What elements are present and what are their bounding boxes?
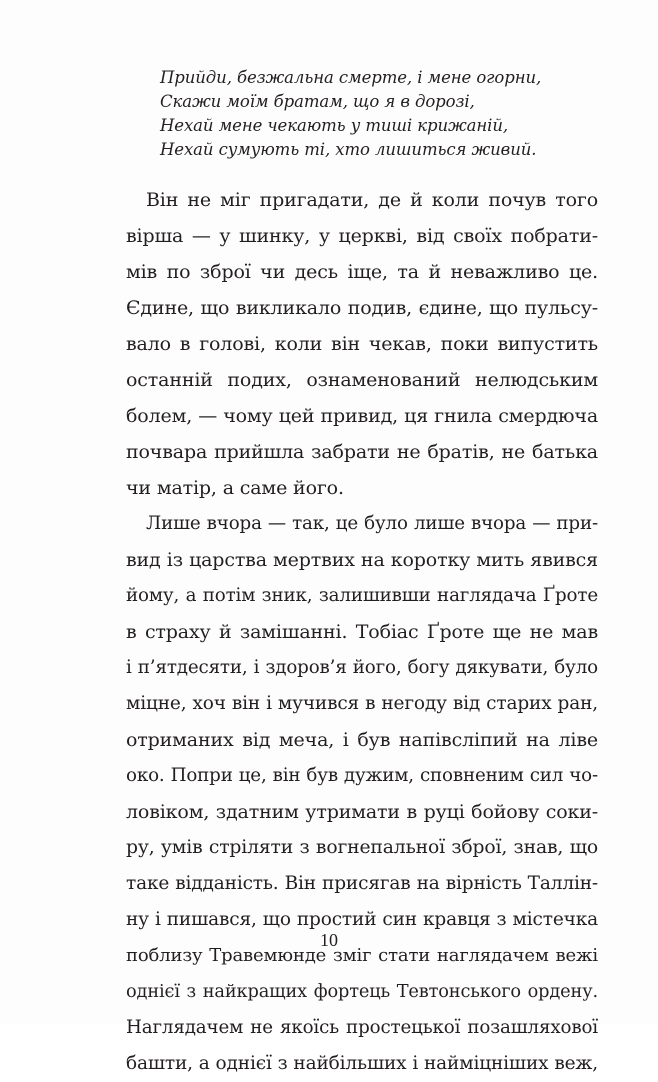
text-line: ну і пишався, що простий син кравця з містечка (126, 909, 598, 930)
text-line: мів по зброї чи десь іще, та й неважливо це. (126, 261, 598, 283)
page-number: 10 (320, 930, 338, 950)
text-line: останній подих, ознаменований нелюдським (126, 369, 598, 391)
text-line: ру, умів стріляти з вогнепальної зброї, знав, що (126, 837, 598, 858)
paragraph (126, 182, 598, 506)
text-line: Лише вчора — так, це було лише вчора — при- (146, 513, 598, 534)
text-line: вірша — у шинку, у церкві, від своїх побрати- (126, 225, 598, 247)
text-line: однієї з найкращих фортець Тевтонського ордену. (126, 982, 598, 1002)
text-line: ловіком, здатним утримати в руці бойову соки- (126, 801, 598, 823)
text-line: вид із царства мертвих на коротку мить явився (126, 549, 598, 571)
text-line: башти, а однієї з найбільших і найміцніших веж, (126, 1053, 598, 1074)
text-line: отриманих від меча, і був напівсліпий на ліве (126, 729, 598, 751)
text-line: в страху й замішанні. Тобіас Ґроте ще не мав (126, 621, 598, 643)
poem-line: Скажи моїм братам, що я в дорозі, (160, 92, 475, 111)
text-line: Він не міг пригадати, де й коли почув того (146, 189, 598, 211)
text-line: вало в голові, коли він чекав, поки випустить (126, 333, 598, 355)
text-line: таке відданість. Він присягав на вірність Таллін- (126, 873, 598, 894)
text-line: і п’ятдесяти, і здоров’я його, богу дякувати, було (126, 657, 598, 678)
poem-line: Нехай сумують ті, хто лишиться живий. (160, 140, 537, 159)
text-line: болем, — чому цей привид, ця гнила смердюча (126, 405, 598, 427)
text-line: міцне, хоч він і мучився в негоду від старих ран, (126, 693, 598, 714)
text-line: чи матір, а саме його. (126, 477, 344, 499)
text-line: Єдине, що викликало подив, єдине, що пульсу- (126, 297, 598, 319)
text-line: Наглядачем не якоїсь простецької позашляхової (126, 1017, 598, 1038)
text-line: йому, а потім зник, залишивши наглядача Ґроте (126, 585, 598, 606)
text-line: око. Попри це, він був дужим, сповненим сил чо- (126, 765, 598, 786)
poem-line: Нехай мене чекають у тиші крижаній, (160, 116, 509, 135)
epigraph-poem (160, 66, 600, 162)
text-line: поблизу Травемюнде зміг стати наглядачем вежі (126, 945, 598, 966)
poem-line: Прийди, безжальна смерте, і мене огорни, (160, 68, 542, 87)
text-line: почвара прийшла забрати не братів, не батька (126, 441, 598, 463)
paragraph (126, 506, 598, 1082)
